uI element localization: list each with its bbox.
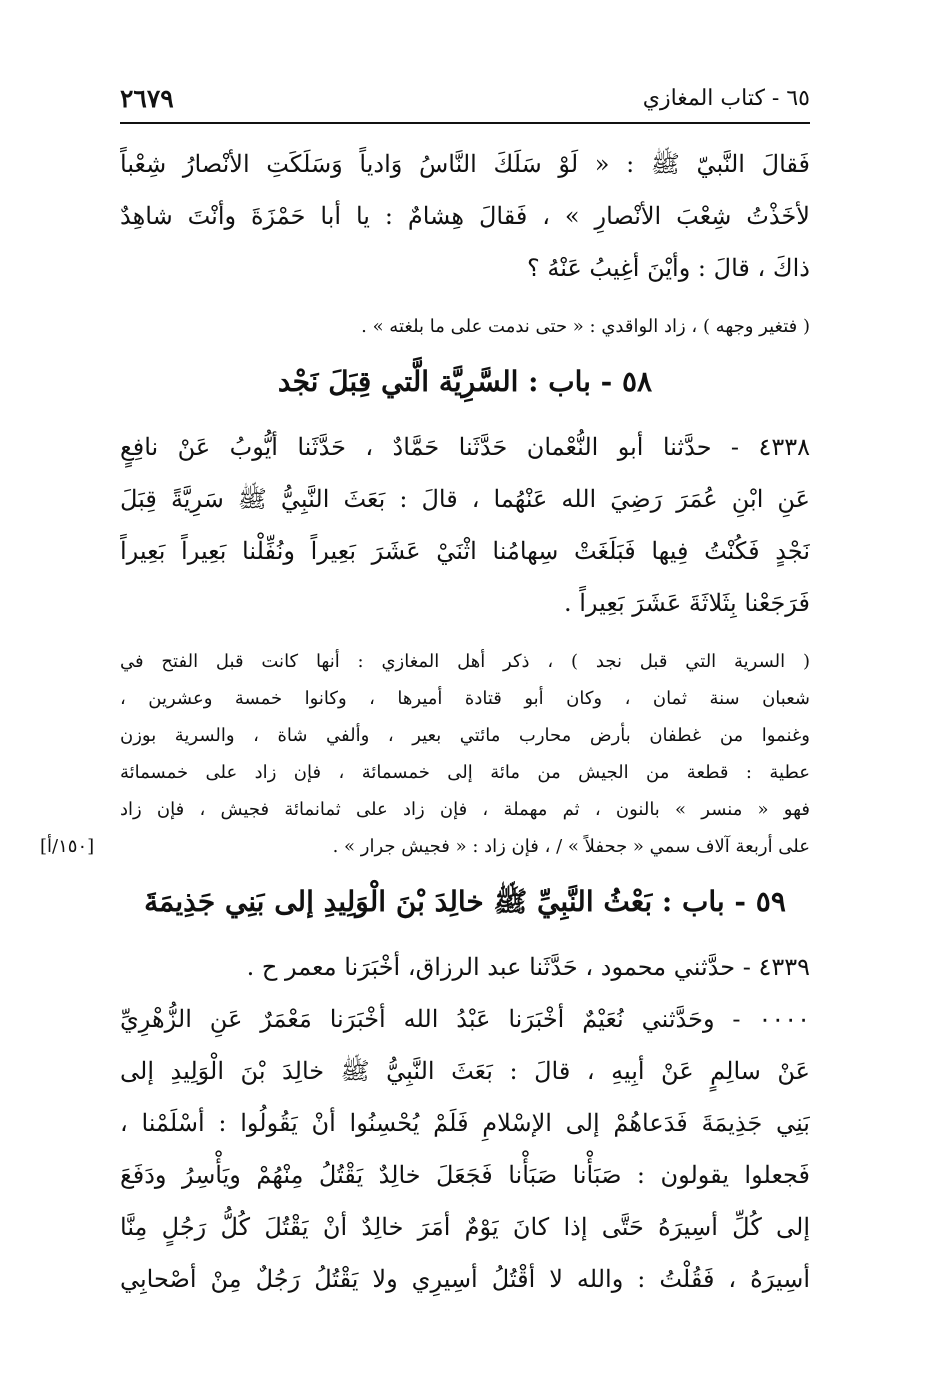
commentary-line: ( السرية التي قبل نجد ) ، ذكر أهل المغازي : أنها كانت قبل الفتح في [120,651,810,672]
text-line: لأخَذْتُ شِعْبَ الأنْصارِ » ، فَقالَ هِشامٌ : يا أبا حَمْزَةَ وأنْتَ شاهِدٌ [120,202,810,230]
commentary-line: وغنموا من غطفان بأرض محارب مائتي بعير ، وألفي شاة ، والسرية بوزن [120,725,810,746]
page-content [40,138,810,1305]
hadith-line: أسِيرَهُ ، فَقُلْتُ : والله لا أقْتُلُ أسِيرِي ولا يَقْتُلُ رَجُلٌ مِنْ أصْحابِي [120,1265,810,1293]
text-line: ذاكَ ، قالَ : وأيْنَ أغِيبُ عَنْهُ ؟ [527,254,810,282]
commentary-line: ( فتغير وجهه ) ، زاد الواقدي : « حتى ندمت على ما بلغته » . [361,316,810,337]
commentary-line: على أربعة آلاف سمي « جحفلاً » / ، فإن زاد : « فجيش جرار » . [332,836,810,857]
commentary-line: عطية : قطعة من الجيش من مائة إلى خمسمائة ، فإن زاد على خمسمائة [120,762,810,783]
hadith-line: ٤٣٣٨ - حدَّثنا أبو النُّعْمان حَدَّثَنا حَمَّادٌ ، حَدَّثَنا أيُّوبُ عَنْ نافِعٍ [120,433,810,461]
commentary-line: شعبان سنة ثمان ، وكان أبو قتادة أميرها ، وكانوا خمسة وعشرين ، [120,688,810,709]
hadith-line: بَنِي جَذِيمَةَ فَدَعاهُمْ إلى الإسْلامِ فَلَمْ يُحْسِنُوا أنْ يَقُولُوا : أسْلَمْنا ، [120,1109,810,1137]
chapter-59-title: ٥٩ - باب : بَعْثُ النَّبِيِّ ﷺ خالِدَ بْنَ الْوَلِيدِ إلى بَنِي جَذِيمَةَ [144,885,786,918]
hadith-line: ٠٠٠٠ - وحَدَّثني نُعَيْمٌ أخْبَرَنا عَبْدُ الله أخْبَرَنا مَعْمَرٌ عَنِ الزُّهْرِيِّ [120,1005,810,1033]
manuscript-folio-ref: [١٥٠/أ] [40,836,95,857]
text-line: فَقالَ النَّبيّ ﷺ : « لَوْ سَلَكَ النَّاسُ وَادياً وَسَلَكَتِ الأنْصارُ شِعْباً [120,150,810,178]
hadith-line: فَجعلوا يقولون : صَبَأْنا صَبَأْنا فَجَعَلَ خالِدٌ يَقْتُلُ مِنْهُمْ ويَأْسِرُ ودَفَعَ [120,1161,810,1189]
hadith-line: عَنْ سالِمٍ عَنْ أبِيهِ ، قالَ : بَعَثَ النَّبِيُّ ﷺ خالِدَ بْنَ الْوَلِيدِ إلى [120,1057,810,1085]
hadith-line: إلى كُلِّ أسِيرَهُ حَتَّى إذا كانَ يَوْمٌ أمَرَ خالِدٌ أنْ يَقْتُلَ كُلُّ رَجُلٍ مِنَّا [120,1213,810,1241]
chapter-58-title: ٥٨ - باب : السَّرِيَّة الَّتي قِبَلَ نَجْد [277,365,653,398]
page-number: ٢٦٧٩ [120,84,174,113]
book-title: ٦٥ - كتاب المغازي [642,86,810,111]
hadith-line: عَنِ ابْنِ عُمَرَ رَضِيَ الله عَنْهُما ، قالَ : بَعَثَ النَّبِيُّ ﷺ سَرِيَّةً قِبَلَ [120,485,810,513]
page-header [120,82,810,124]
hadith-line: ٤٣٣٩ - حدَّثني محمود ، حَدَّثَنا عبد الرزاق، أخْبَرَنا معمر ح . [246,953,810,981]
commentary-line: فهو « منسر » بالنون ، ثم مهملة ، فإن زاد على ثمانمائة فجيش ، فإن زاد [120,799,810,820]
hadith-line: نَجْدٍ فَكُنْتُ فِيها فَبَلَغَتْ سِهامُنا اثْنَيْ عَشَرَ بَعِيراً ونُفِّلْنا بَعِيراً بَعِيراً [120,537,810,565]
hadith-line: فَرَجَعْنا بِثَلاثَةَ عَشَرَ بَعِيراً . [564,589,810,617]
